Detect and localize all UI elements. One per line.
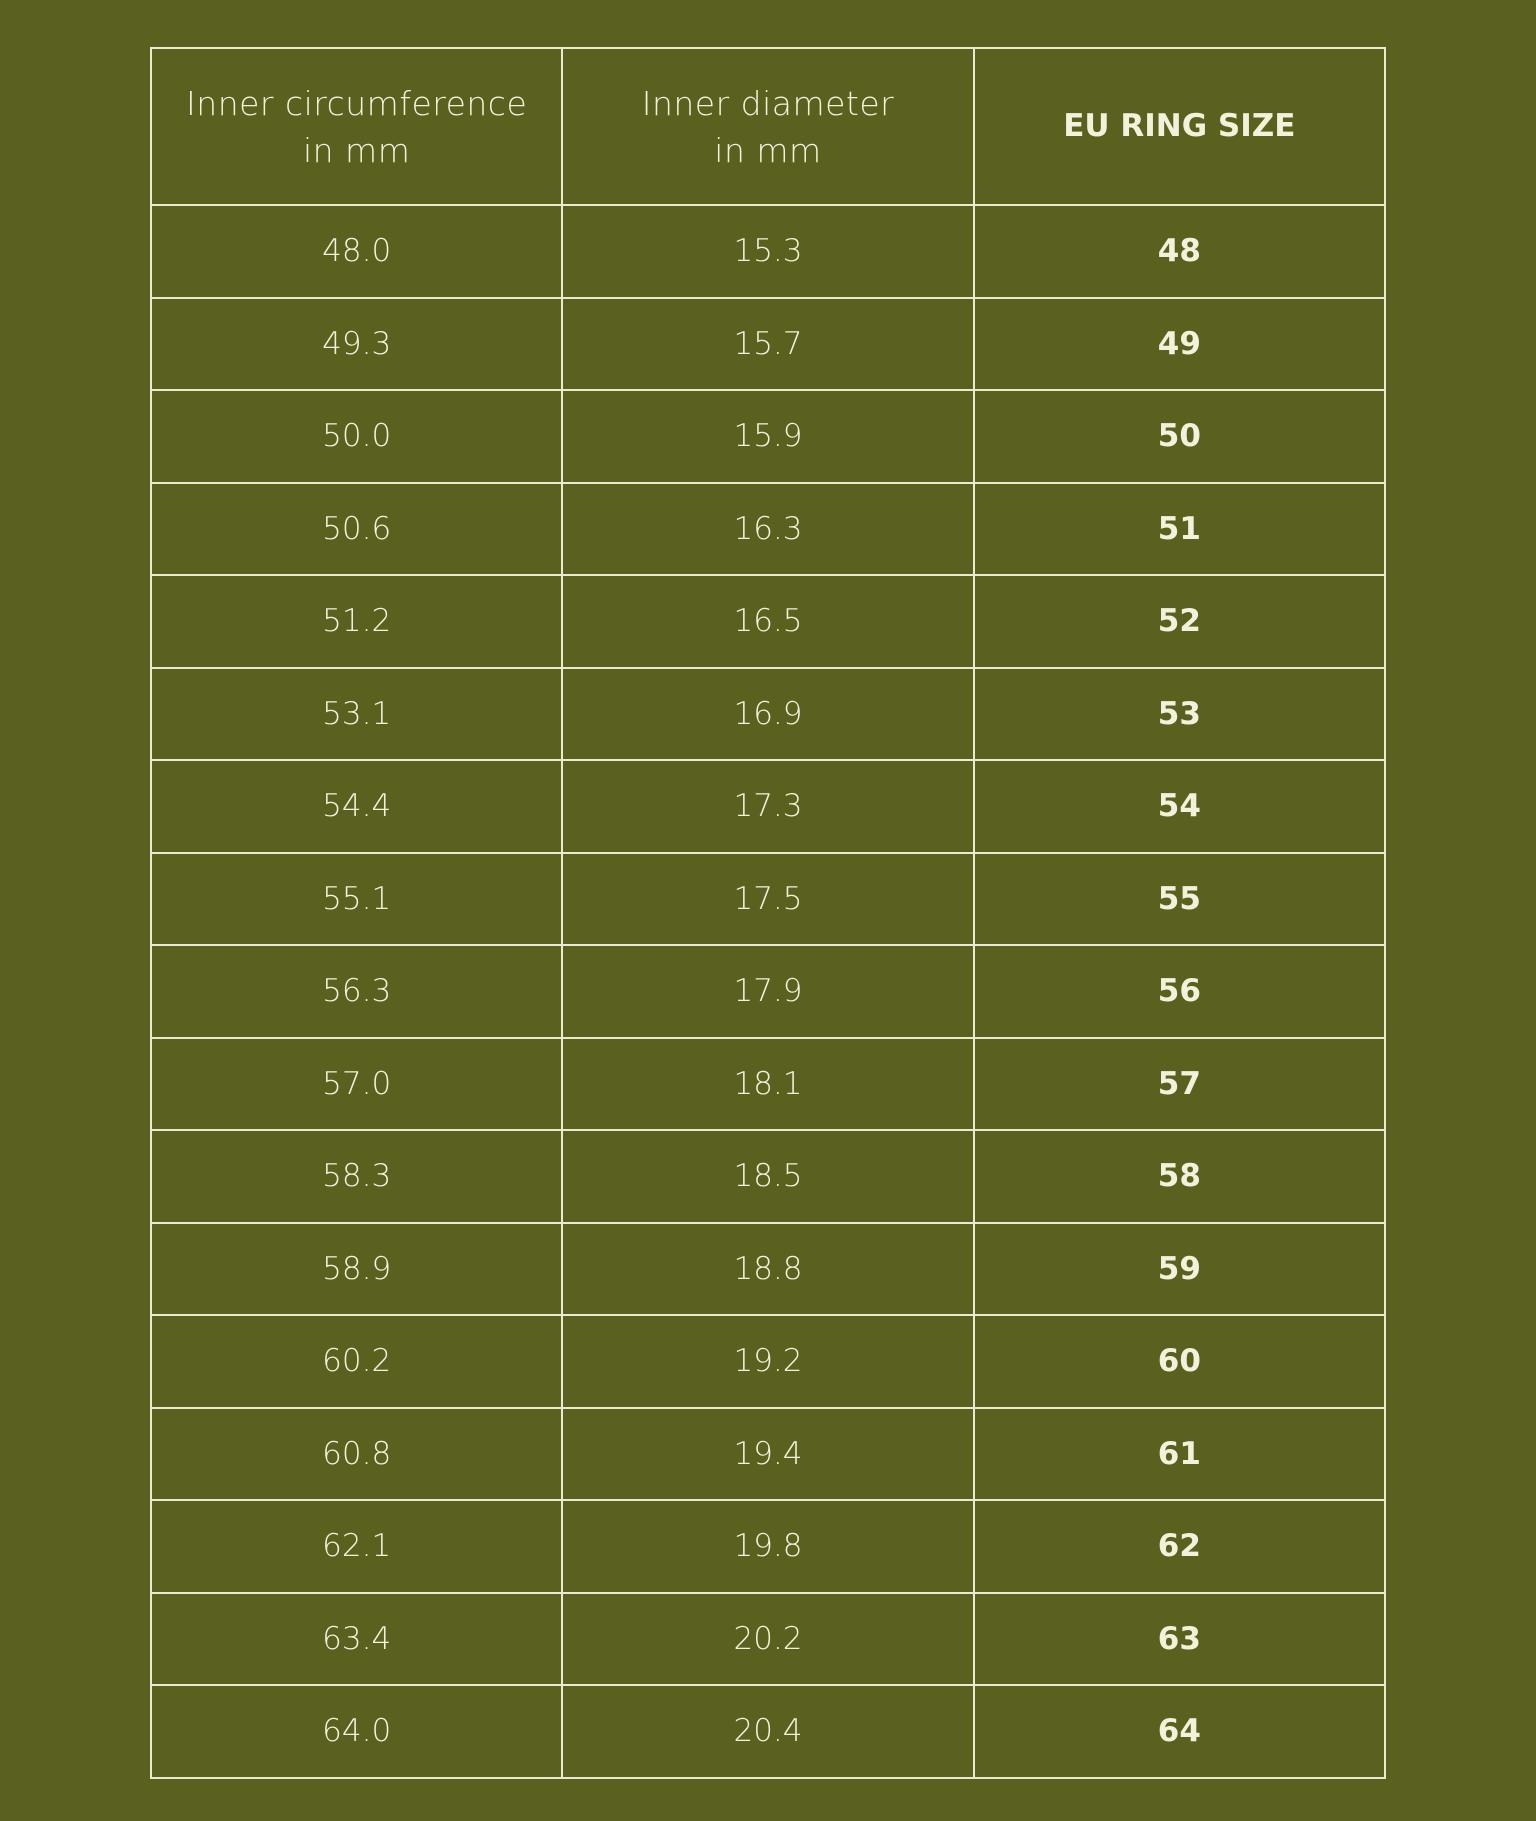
cell-eu-ring-size: 48: [974, 205, 1385, 298]
ring-size-table: [150, 47, 1386, 1779]
cell-inner-circumference: 62.1: [151, 1500, 562, 1593]
cell-eu-ring-size: 57: [974, 1038, 1385, 1131]
cell-inner-diameter: 20.2: [562, 1593, 973, 1686]
table-row: [151, 390, 1385, 483]
cell-inner-circumference: 64.0: [151, 1685, 562, 1778]
cell-eu-ring-size: 56: [974, 945, 1385, 1038]
cell-eu-ring-size: 64: [974, 1685, 1385, 1778]
table-row: [151, 760, 1385, 853]
cell-eu-ring-size: 51: [974, 483, 1385, 576]
cell-eu-ring-size: 62: [974, 1500, 1385, 1593]
cell-inner-circumference: 57.0: [151, 1038, 562, 1131]
cell-inner-diameter: 16.9: [562, 668, 973, 761]
cell-eu-ring-size: 55: [974, 853, 1385, 946]
cell-inner-circumference: 58.9: [151, 1223, 562, 1316]
cell-inner-circumference: 60.8: [151, 1408, 562, 1501]
header-inner-circumference: [151, 48, 562, 205]
cell-eu-ring-size: 58: [974, 1130, 1385, 1223]
cell-inner-circumference: 50.0: [151, 390, 562, 483]
cell-inner-diameter: 16.3: [562, 483, 973, 576]
table-row: [151, 575, 1385, 668]
cell-inner-diameter: 15.9: [562, 390, 973, 483]
cell-eu-ring-size: 63: [974, 1593, 1385, 1686]
table-row: [151, 1038, 1385, 1131]
table-row: [151, 945, 1385, 1038]
cell-inner-diameter: 18.1: [562, 1038, 973, 1131]
header-line: in mm: [302, 130, 411, 170]
cell-eu-ring-size: 50: [974, 390, 1385, 483]
table-header-row: [151, 48, 1385, 205]
cell-eu-ring-size: 60: [974, 1315, 1385, 1408]
table-row: [151, 1315, 1385, 1408]
cell-inner-circumference: 50.6: [151, 483, 562, 576]
cell-inner-diameter: 15.3: [562, 205, 973, 298]
table-row: [151, 853, 1385, 946]
cell-eu-ring-size: 53: [974, 668, 1385, 761]
table-row: [151, 1685, 1385, 1778]
cell-eu-ring-size: 52: [974, 575, 1385, 668]
cell-inner-diameter: 20.4: [562, 1685, 973, 1778]
cell-inner-diameter: 17.3: [562, 760, 973, 853]
header-inner-diameter: [562, 48, 973, 205]
header-line: Inner diameter: [641, 83, 895, 123]
table-row: [151, 1500, 1385, 1593]
cell-inner-circumference: 49.3: [151, 298, 562, 391]
cell-inner-diameter: 19.4: [562, 1408, 973, 1501]
table-row: [151, 1130, 1385, 1223]
table-row: [151, 668, 1385, 761]
cell-inner-diameter: 18.5: [562, 1130, 973, 1223]
cell-inner-diameter: 19.8: [562, 1500, 973, 1593]
table-row: [151, 298, 1385, 391]
cell-inner-diameter: 19.2: [562, 1315, 973, 1408]
cell-inner-circumference: 58.3: [151, 1130, 562, 1223]
cell-inner-circumference: 53.1: [151, 668, 562, 761]
cell-eu-ring-size: 59: [974, 1223, 1385, 1316]
table-row: [151, 1593, 1385, 1686]
cell-eu-ring-size: 61: [974, 1408, 1385, 1501]
cell-inner-diameter: 18.8: [562, 1223, 973, 1316]
cell-eu-ring-size: 54: [974, 760, 1385, 853]
header-eu-ring-size: EU RING SIZE: [974, 48, 1385, 205]
cell-inner-circumference: 54.4: [151, 760, 562, 853]
cell-inner-circumference: 51.2: [151, 575, 562, 668]
cell-inner-circumference: 55.1: [151, 853, 562, 946]
cell-inner-circumference: 56.3: [151, 945, 562, 1038]
cell-inner-circumference: 63.4: [151, 1593, 562, 1686]
table-row: [151, 1408, 1385, 1501]
table-row: [151, 205, 1385, 298]
cell-inner-diameter: 16.5: [562, 575, 973, 668]
cell-eu-ring-size: 49: [974, 298, 1385, 391]
header-line: Inner circumference: [186, 83, 528, 123]
cell-inner-circumference: 48.0: [151, 205, 562, 298]
table-body: [151, 205, 1385, 1778]
cell-inner-diameter: 17.9: [562, 945, 973, 1038]
table-row: [151, 483, 1385, 576]
cell-inner-diameter: 15.7: [562, 298, 973, 391]
header-line: in mm: [714, 130, 822, 170]
cell-inner-circumference: 60.2: [151, 1315, 562, 1408]
table-row: [151, 1223, 1385, 1316]
cell-inner-diameter: 17.5: [562, 853, 973, 946]
